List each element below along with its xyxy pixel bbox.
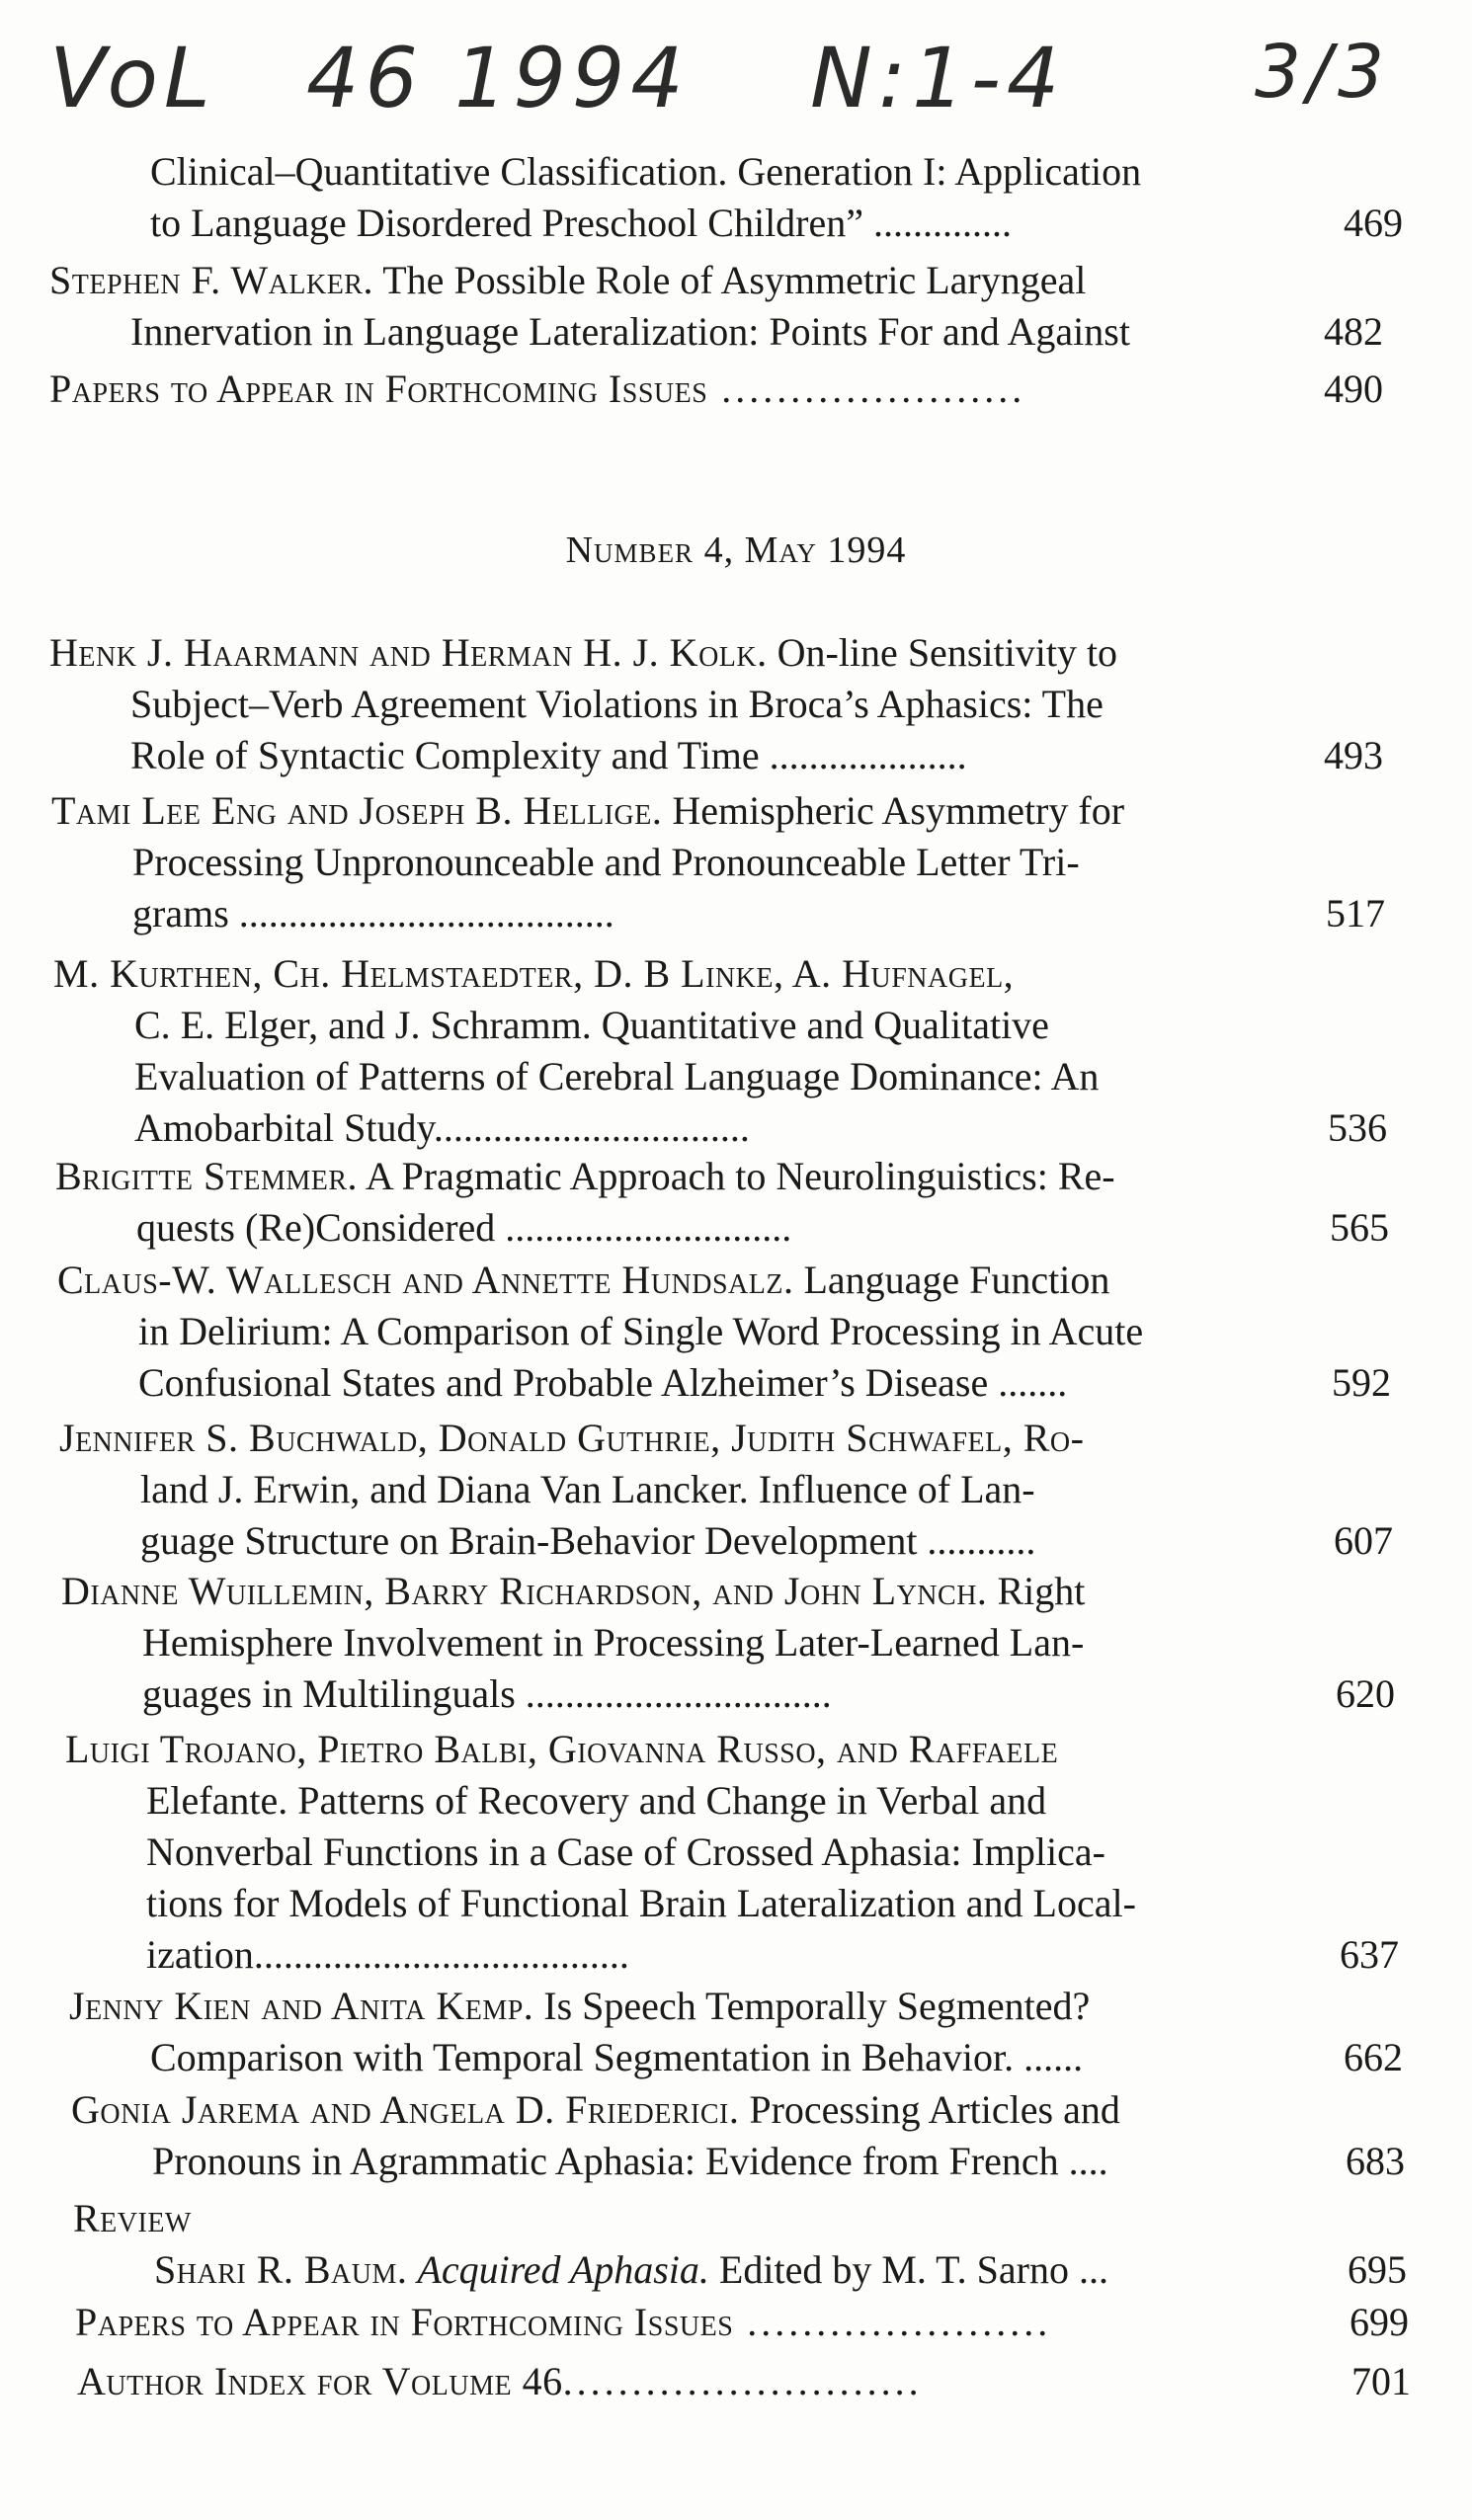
entry-line: C. E. Elger, and J. Schramm. Quantitative and Qualitative (134, 1003, 1049, 1047)
toc-entry (71, 2084, 1415, 2187)
entry-line: Pronouns in Agrammatic Aphasia: Evidence from French .... (152, 2139, 1108, 2183)
entry-line: Right (997, 1569, 1086, 1613)
entry-author: Tami Lee Eng and Joseph B. Hellige. (51, 788, 663, 833)
entry-line: Clinical–Quantitative Classification. Generation I: Application (150, 149, 1142, 194)
page-number: 482 (1324, 309, 1383, 354)
toc-entry (77, 2356, 1421, 2407)
entry-line: Hemispheric Asymmetry for (672, 788, 1125, 833)
entry-line: grams ...................................... (132, 891, 614, 935)
entry-line: Evaluation of Patterns of Cerebral Language Dominance: An (134, 1054, 1100, 1098)
entry-line: guage Structure on Brain-Behavior Development ........... (140, 1518, 1036, 1563)
handwritten-issue: N:1-4 (810, 30, 1066, 126)
toc-entry (65, 1724, 1409, 1981)
entry-line: to Language Disordered Preschool Children” .............. (150, 201, 1013, 245)
toc-entry (57, 1255, 1401, 1409)
toc-entry (53, 948, 1397, 1154)
toc-entry (55, 1151, 1399, 1254)
page-number: 517 (1326, 891, 1385, 935)
entry-author: Luigi Trojano, Pietro Balbi, Giovanna Russo, and Raffaele (65, 1727, 1059, 1771)
toc-entry (49, 627, 1393, 781)
toc-entry (75, 2297, 1419, 2348)
entry-author: Jennifer S. Buchwald, Donald Guthrie, Judith Schwafel, Ro- (59, 1416, 1085, 1460)
entry-line: quests (Re)Considered ............................. (136, 1205, 792, 1250)
entry-line: in Delirium: A Comparison of Single Word Processing in Acute (138, 1309, 1144, 1353)
entry-line: tions for Models of Functional Brain Lateralization and Local- (146, 1881, 1136, 1925)
entry-line: Processing Articles and (749, 2087, 1120, 2132)
page-number: 699 (1349, 2300, 1409, 2344)
entry-line: Subject–Verb Agreement Violations in Broca’s Aphasics: The (130, 682, 1104, 726)
page-number: 662 (1344, 2035, 1403, 2079)
entry-author: M. Kurthen, Ch. Helmstaedter, D. B Linke, A. Hufnagel, (53, 951, 1015, 996)
page-number: 469 (1344, 201, 1403, 245)
page-number: 490 (1324, 366, 1383, 411)
page-number: 637 (1340, 1932, 1399, 1977)
entry-line: Processing Unpronounceable and Pronounceable Letter Tri- (132, 840, 1080, 884)
entry-author: Claus-W. Wallesch and Annette Hundsalz. (57, 1258, 794, 1302)
entry-line: Edited by M. T. Sarno ... (718, 2247, 1108, 2292)
handwritten-part: 3/3 (1255, 30, 1391, 115)
toc-entry (69, 1981, 1413, 2083)
entry-line: Language Function (803, 1258, 1110, 1302)
toc-entry (49, 255, 1393, 358)
entry-author: Brigitte Stemmer. (55, 1154, 359, 1198)
entry-line: Comparison with Temporal Segmentation in Behavior. ...... (150, 2035, 1084, 2079)
handwritten-volume-number: 46 (306, 30, 424, 126)
entry-author: Jenny Kien and Anita Kemp. (69, 1984, 534, 2028)
entry-line: ization...................................... (146, 1932, 629, 1977)
entry-author: Gonia Jarema and Angela D. Friederici. (71, 2087, 740, 2132)
toc-entry (51, 785, 1395, 939)
entry-line: Confusional States and Probable Alzheimer’s Disease ....... (138, 1360, 1068, 1405)
entry-author: Papers to Appear in Forthcoming Issues (49, 366, 708, 411)
page-number: 607 (1334, 1518, 1393, 1563)
entry-author: Dianne Wuillemin, Barry Richardson, and John Lynch. (61, 1569, 988, 1613)
entry-author: Shari R. Baum. (154, 2247, 408, 2292)
page-number: 565 (1330, 1205, 1389, 1250)
entry-author: Stephen F. Walker. (49, 258, 373, 302)
review-entry (73, 2193, 1417, 2296)
dot-leader: ...................... (733, 2300, 1052, 2344)
dot-leader: .......................... (562, 2359, 923, 2403)
toc-entry (61, 1566, 1405, 1720)
entry-line: The Possible Role of Asymmetric Laryngeal (382, 258, 1087, 302)
review-heading: Review (73, 2196, 192, 2240)
entry-label: Papers to Appear in Forthcoming Issues (75, 2300, 734, 2344)
dot-leader: ...................... (707, 366, 1026, 411)
toc-entry (59, 1413, 1403, 1567)
entry-line: Innervation in Language Lateralization: Points For and Against (130, 309, 1130, 354)
entry-line: Elefante. Patterns of Recovery and Change in Verbal and (146, 1778, 1047, 1823)
entry-line: Nonverbal Functions in a Case of Crossed Aphasia: Implica- (146, 1829, 1105, 1874)
page-number: 592 (1332, 1360, 1391, 1405)
entry-label: Author Index for Volume 46 (77, 2359, 563, 2403)
entry-author: Henk J. Haarmann and Herman H. J. Kolk. (49, 630, 768, 675)
handwritten-volume-label: VoL (49, 30, 216, 126)
entry-line: Is Speech Temporally Segmented? (543, 1984, 1091, 2028)
page-number: 493 (1324, 733, 1383, 777)
section-heading: Number 4, May 1994 (565, 529, 907, 571)
handwritten-volume-note (49, 30, 1413, 158)
toc-entry (49, 364, 1393, 415)
page-number: 701 (1351, 2359, 1411, 2403)
entry-line: Hemisphere Involvement in Processing Later-Learned Lan- (142, 1620, 1085, 1665)
page-number: 683 (1346, 2139, 1405, 2183)
toc-entry (69, 146, 1413, 249)
review-book-title: Acquired Aphasia. (417, 2247, 709, 2292)
page-number: 620 (1336, 1671, 1395, 1716)
entry-line: On-line Sensitivity to (777, 630, 1118, 675)
entry-line: guages in Multilinguals ............................... (142, 1671, 832, 1716)
entry-line: Role of Syntactic Complexity and Time .................... (130, 733, 967, 777)
entry-line: land J. Erwin, and Diana Van Lancker. Influence of Lan- (140, 1467, 1035, 1511)
page-number: 536 (1328, 1105, 1387, 1150)
entry-line: Amobarbital Study................................ (134, 1105, 750, 1150)
page-number: 695 (1348, 2247, 1407, 2292)
entry-line: A Pragmatic Approach to Neurolinguistics: Re- (365, 1154, 1115, 1198)
handwritten-year: 1994 (454, 30, 690, 126)
